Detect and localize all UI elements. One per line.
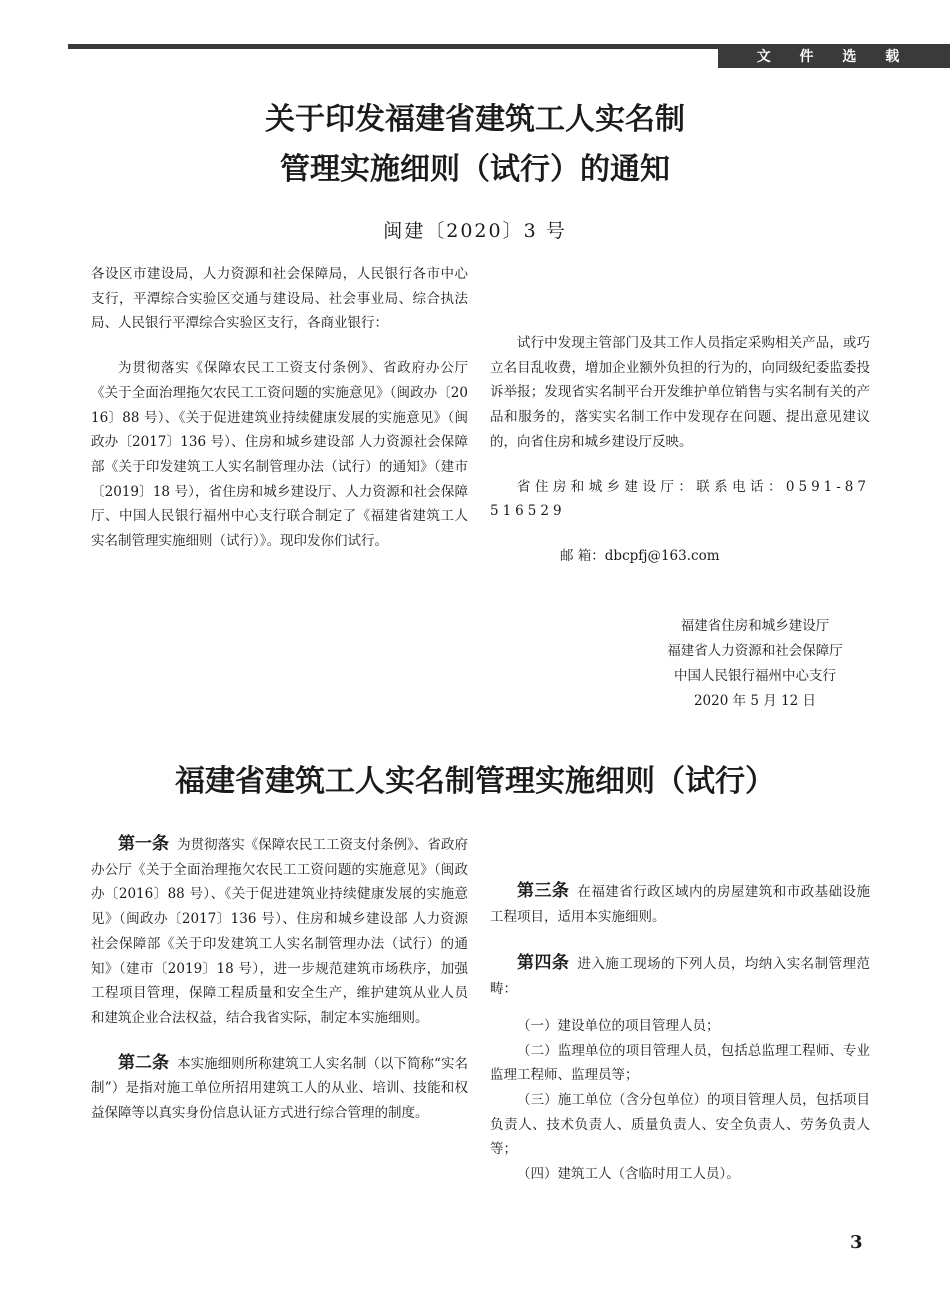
notice-title-line2: 管理实施细则（试行）的通知 [280,152,670,187]
article-4-item: （三）施工单位（含分包单位）的项目管理人员，包括项目负责人、技术负责人、质量负责人、安全负责人、劳务负责人等； [490,1091,870,1158]
article-4-text: 进入施工现场的下列人员，均纳入实名制管理范畴： [490,956,871,998]
signature-line: 福建省住房和城乡建设厅 [680,618,830,634]
document-number: 闽建〔2020〕3 号 [383,220,567,242]
article-4-label: 第四条 [517,953,570,974]
article-3-text: 在福建省行政区域内的房屋建筑和市政基础设施工程项目，适用本实施细则。 [490,884,871,925]
notice-body-para1: 为贯彻落实《保障农民工工资支付条例》、省政府办公厅《关于全面治理拖欠农民工工资问题的实施意见》（闽政办〔2016〕88 号）、《关于促进建筑业持续健康发展的实施意见》（闽政办〔2017〕136 号）、住房和城乡建设部 人力资源社会保障部《关于印发建筑工人实名制管理办法（试行）的通知》（建市〔2019〕18 号），省住房和城乡建设厅、人力资源和社会保障厅、中国人民银行福州中心支行联合制定了《福建省建筑工人实名制管理实施细则（试行）》。现印发你们试行。 [91,360,468,550]
notice-signatures [610,614,900,714]
article-2 [91,1051,468,1126]
notice-contact-email: 邮 箱：dbcpfj@163.com [560,547,720,564]
article-2-label: 第二条 [118,1052,170,1073]
notice-addressees: 各设区市建设局，人力资源和社会保障局，人民银行各市中心支行，平潭综合实验区交通与建设局、社会事业局、综合执法局、人民银行平潭综合实验区支行，各商业银行： [91,266,468,332]
notice-title-line1: 关于印发福建省建筑工人实名制 [265,102,685,137]
article-1-text: 为贯彻落实《保障农民工工资支付条例》、省政府办公厅《关于全面治理拖欠农民工工资问题的实施意见》（闽政办〔2016〕88 号）、《关于促进建筑业持续健康发展的实施意见》（闽政办〔2017〕136 号）、住房和城乡建设部 人力资源社会保障部《关于印发建筑工人实名制管理办法（试行）的通知》（建市〔2019〕18 号），进一步规范建筑市场秩序，加强工程项目管理，保障工程质量和安全生产，维护建筑从业人员和建筑企业合法权益，结合我省实际，制定本实施细则。 [91,837,468,1026]
section-tag: 文 件 选 载 [718,44,950,68]
notice-body-para2: 试行中发现主管部门及其工作人员指定采购相关产品，或巧立名目乱收费，增加企业额外负担的行为的，向同级纪委监委投诉举报；发现省实名制平台开发维护单位销售与实名制有关的产品和服务的，落实实名制工作中发现存在问题、提出意见建议的，向省住房和城乡建设厅反映。 [490,335,870,450]
notice-left-column [91,262,468,588]
article-4-item: （四）建筑工人（含临时用工人员）。 [517,1166,740,1183]
signature-line: 中国人民银行福州中心支行 [674,668,836,684]
article-3-label: 第三条 [517,881,570,901]
rules-title: 福建省建筑工人实名制管理实施细则（试行） [175,764,775,799]
rules-left-column [91,832,468,1182]
article-2-continued [490,832,870,857]
article-1-label: 第一条 [118,834,170,854]
article-3 [490,879,870,929]
article-4-item: （一）建设单位的项目管理人员； [517,1017,720,1034]
article-2-text: 本实施细则所称建筑工人实名制（以下简称“实名制”）是指对施工单位所招用建筑工人的从业、培训、技能和权益保障等以真实身份信息认证方式进行综合管理的制度。 [91,1055,468,1122]
signature-line: 福建省人力资源和社会保障厅 [667,643,843,659]
article-1 [91,832,468,1031]
rules-right-column [490,832,870,1187]
signature-date: 2020 年 5 月 12 日 [693,693,817,709]
page-number: 3 [850,1232,863,1253]
article-4 [490,951,870,1001]
notice-body-para1-continued [490,262,870,311]
article-4-item: （二）监理单位的项目管理人员，包括总监理工程师、专业监理工程师、监理员等； [490,1042,870,1084]
notice-right-column [490,262,870,569]
notice-contact-phone: 省住房和城乡建设厅：联系电话：0591-87516529 [490,478,870,520]
